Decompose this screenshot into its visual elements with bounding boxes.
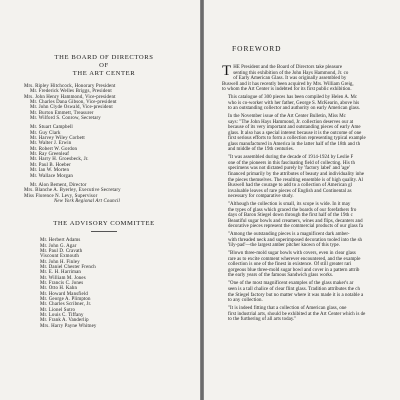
- board-member: Mr. Ian W. Morten: [30, 168, 70, 174]
- committee-member: Mr. John G. Agar: [40, 243, 77, 249]
- board-member: Mrs. Blanche A. Byerley, Executive Secretary: [24, 188, 121, 194]
- board-member: Mr. Harry H. Groesbeck, Jr.: [30, 157, 89, 163]
- foreword-line: "It is indeed fitting that a collection of American glass, one: [228, 306, 347, 311]
- committee-member: Mr. Louis C. Tiffany: [40, 313, 84, 319]
- committee-member-list: [18, 238, 190, 329]
- committee-member: Mr. Frank A. Vanderlip: [40, 318, 89, 324]
- committee-member: Mr. Lionel Sutro: [40, 307, 76, 313]
- foreword-line: gorgeous blue three-mold sugar bowl and cover in a pattern attrib: [228, 267, 360, 273]
- committee-member: Mr. William M. Jones: [40, 275, 86, 281]
- committee-member: Mr. Herbert Adams: [40, 238, 81, 244]
- board-member: Mr. Wilford S. Conrow, Secretary: [30, 116, 101, 122]
- board-member: Mr. Frederick Welles Briggs, President: [30, 89, 112, 95]
- board-title-of: OF: [99, 62, 109, 69]
- board-member: Mr. Stuart Campbell: [30, 125, 73, 131]
- advisory-committee-section: [18, 220, 190, 329]
- foreword-line: to the furthering of all arts today.": [228, 317, 297, 323]
- foreword-line: collection is one of the finest in existence. Of still greater rari: [228, 262, 352, 268]
- foreword-line: 'lily-pad'—the largest amber pitcher known of this type.: [228, 243, 341, 249]
- board-member: Mr. Robert W. Gordon: [30, 146, 78, 152]
- foreword-line: rare as to excite comment wherever encountered, and the example: [228, 256, 361, 262]
- foreword-line: who is co-worker with her father, George S. McKearin, above his: [228, 100, 360, 106]
- foreword-line: "Blown three-mold sugar bowls with covers, even in clear glass: [228, 251, 356, 257]
- committee-member: Mr. Otto H. Kahn: [40, 286, 78, 292]
- foreword-line: "Although the collection is small, its scope is wide. In it may: [228, 202, 351, 208]
- foreword-line: This catalogue of 300 pieces has been compiled by Helen A. Mc: [228, 95, 358, 101]
- board-title: THE BOARD OF DIRECTORS: [54, 54, 154, 61]
- foreword-line: decorative pieces represent the commercial products of our glass fa: [228, 224, 363, 230]
- foreword-paragraph: [222, 202, 400, 230]
- foreword-line: seen is a tall chalice of clear flint glass. Tradition attributes the ch: [228, 286, 360, 292]
- foreword-line: glass. It also has a special interest because it is the outcome of one: [228, 130, 362, 136]
- board-member: New York Regional Art Council: [54, 198, 121, 204]
- foreword-line: the Stiegel factory but no matter where it was made it is a notable a: [228, 292, 364, 298]
- drop-cap: T: [222, 63, 232, 79]
- board-member: Mr. Walter J. Erwin: [30, 141, 72, 147]
- committee-member: Mr. Paul D. Cravath: [40, 248, 83, 254]
- committee-member: Mr. George A. Plimpton: [40, 297, 91, 302]
- board-member: Mr. Paul B. Hoeber: [30, 162, 71, 168]
- foreword-line: necessary for comparative study.: [228, 194, 294, 200]
- foreword-line: glass manufactured in America in the latter half of the 18th and th: [228, 141, 361, 147]
- foreword-line: days of Baron Stiegel down through the first half of the 19th c: [228, 213, 353, 219]
- foreword-line: financed primarily by the attributes of beauty and individuality inhe: [228, 172, 365, 178]
- foreword-line: the types of glass which graced the boards of our forefathers fro: [228, 207, 357, 213]
- board-member: Mr. Ray Greenleaf: [30, 152, 70, 158]
- foreword-line: of Early American Glass. It was originally assembled by: [233, 76, 347, 82]
- committee-member: Mr. Daniel Chester French: [40, 264, 96, 270]
- board-member: Mrs. John Henry Hammond, Vice-president: [24, 94, 116, 100]
- committee-member: Mr. Francis C. Jones: [40, 280, 84, 286]
- committee-member: Mr. John H. Finley: [40, 259, 80, 265]
- foreword-line: first serious efforts to form a collection representing typical example: [228, 136, 366, 142]
- foreword-line: specimens was not dictated purely by 'factory label' and 'age': [228, 166, 350, 172]
- foreword-line: to whom the Art Center is indebted for its first public exhibition.: [222, 87, 352, 93]
- heading-rule: [91, 231, 117, 232]
- board-title-org: THE ART CENTER: [72, 70, 136, 77]
- foreword-line: the pieces themselves. The resulting ensemble is of high quality. Al: [228, 177, 364, 183]
- foreword-paragraph: [222, 65, 400, 93]
- foreword-paragraph: [222, 306, 400, 323]
- foreword-line: invaluable leaves of rare pieces of English and Continental as: [228, 188, 352, 194]
- foreword-body: [222, 65, 400, 323]
- board-member-list: [18, 84, 190, 204]
- foreword-paragraph: [222, 281, 400, 303]
- foreword-line: senting this exhibition of the John Hays Hammond, Jr. co: [233, 70, 349, 76]
- foreword-line: Buswell had the courage to add to a collection of American gl: [228, 183, 353, 189]
- foreword-line: the early years of the famous Sandwich glass works.: [228, 273, 334, 279]
- board-member: Mr. John Clyde Oswald, Vice-president: [30, 105, 113, 111]
- board-member: Mr. Charles Dana Gibson, Vice-president: [30, 100, 117, 106]
- foreword-line: with threaded neck and superimposed decoration tooled into the sh: [228, 237, 363, 243]
- foreword-line: In the November issue of the Art Center Bulletin, Miss Mc: [228, 114, 346, 120]
- right-page: [204, 0, 400, 400]
- foreword-line: "It was assembled during the decade of 1914-1924 by Leslie F: [228, 155, 354, 161]
- committee-member: Viscount Exmouth: [40, 254, 79, 260]
- committee-member: Mr. Charles Scribner, Jr.: [40, 302, 92, 308]
- foreword-line: one of the pioneers in this fascinating field of collecting. His th: [228, 160, 355, 166]
- foreword-line: "Among the outstanding pieces is a magnificent dark amber-: [228, 232, 350, 238]
- board-heading-block: [18, 54, 190, 78]
- foreword-paragraph: [222, 232, 400, 249]
- committee-member: Mr. E. H. Harriman: [40, 270, 82, 276]
- board-member: Mr. Guy Clark: [30, 130, 61, 136]
- committee-member: Mr. Howard Mansfield: [40, 291, 88, 297]
- foreword-line: to any collection.: [228, 298, 263, 304]
- board-member: Mr. Wallace Morgan: [30, 173, 74, 179]
- foreword-line: to an outstanding collector and authority on early American glass.: [228, 106, 361, 112]
- foreword-paragraph: [222, 251, 400, 279]
- foreword-line: because of its very important and outstanding pieces of early Ame: [228, 125, 361, 131]
- foreword-line: says: "The John Hays Hammond, Jr. collection deserves our at: [228, 119, 354, 125]
- committee-heading-block: [18, 220, 190, 232]
- board-member: Mr. Burton Emmett, Treasurer: [30, 110, 94, 116]
- committee-member: Mrs. Harry Payne Whitney: [40, 323, 97, 329]
- foreword-line: and middle of the 19th centuries.: [228, 147, 295, 153]
- foreword-paragraph: [222, 95, 400, 112]
- foreword-paragraph: [222, 114, 400, 153]
- foreword-title: FOREWORD: [232, 44, 282, 53]
- foreword-paragraph: [222, 155, 400, 199]
- foreword-line: "One of the most magnificent examples of the glass maker's ar: [228, 281, 354, 287]
- foreword-line: HE President and the Board of Directors take pleasure: [233, 65, 343, 70]
- committee-title: THE ADVISORY COMMITTEE: [53, 220, 155, 228]
- board-member: Mr. Harvey Wiley Corbett: [30, 136, 85, 142]
- foreword-line: Buswell and it has recently been acquired by Mrs. William Greig,: [222, 81, 354, 87]
- foreword-line: Beautiful sugar bowls and creamers, wines and flips, decanters and: [228, 218, 363, 224]
- board-member: Mrs. Ripley Hitchcock, Honorary President: [24, 84, 116, 89]
- board-member: Mr. Alon Bement, Director: [30, 182, 87, 188]
- foreword-line: first industrial arts, should be exhibited at the Art Center which is de: [228, 311, 366, 317]
- board-member: Miss Florence N. Levy, Supervisor: [24, 193, 98, 199]
